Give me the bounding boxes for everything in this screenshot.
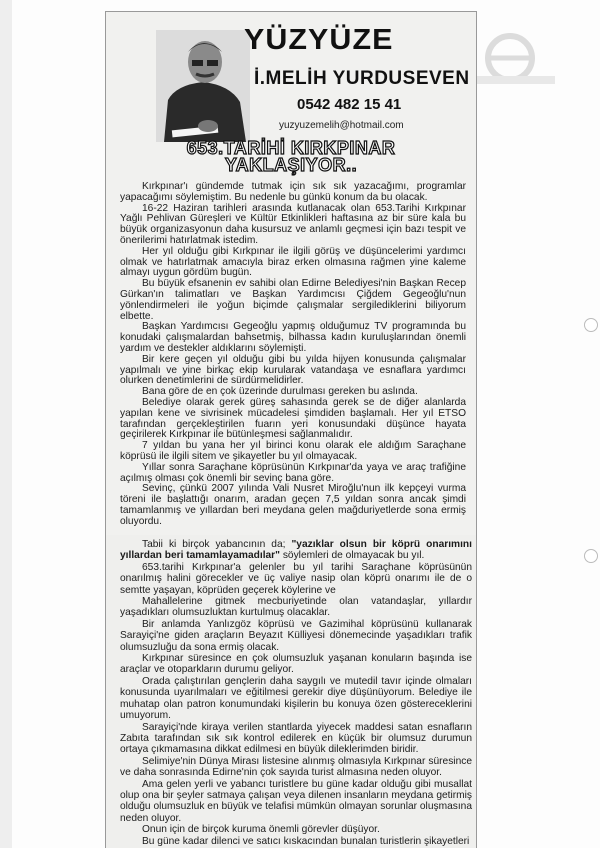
article-body-part-1 [120,182,466,528]
quote-paragraph [120,539,472,562]
author-portrait-icon [156,30,250,142]
paragraph: Onun için de birçok kuruma önemli görevler düşüyor. [142,824,380,836]
punch-hole-top [584,318,598,332]
author-email: yuzyuzemelih@hotmail.com [279,120,404,131]
paragraph: Bir anlamda Yanlızgöz köprüsü ve Gazimihal köprüsünü kullanarak Sarayiçi'ne giden araçların Beyazıt Külliyesi dönemecinde yaşadıkları trafik olumsuzluğu da sona ermiş olacak. [120,618,472,653]
paragraph: Yıllar sonra Saraçhane köprüsünün Kırkpınar'da yaya ve araç trafiğine açılmış olması çok önemli bir sevinç bana göre. [120,461,466,484]
pull-quote: "yazıklar olsun bir köprü onarımını yıllardan beri tamamlayamadılar" [120,539,472,562]
paragraph: Ama gelen yerli ve yabancı turistlere bu güne kadar olduğu gibi musallat olup ona bir şeyler satmaya çalışan veya dilenen insanların meydana getirmiş olduğu olumsuzluk en büyük ve telafisi mümkün olmayan sorunlar oluşmasına neden oluyor. [120,778,472,824]
article-headline [106,140,476,174]
punch-hole-bottom [584,549,598,563]
headline-line-1: 653.TARİHİ KIRKPINAR [186,138,396,158]
paragraph: Bir kere geçen yıl olduğu gibi bu yılda hijyen konusunda çalışmalar yapılmalı ve yine birkaç ekip kurularak vatandaşa ve esnaflara yardımcı olurken denetimlerini de sürdürmelidirler. [120,353,466,387]
paragraph: Kırkpınar'ı gündemde tutmak için sık sık yazacağımı, programlar yapacağımı söylemiştim. Bu nedenle bu günkü konum da bu olacak. [120,181,466,203]
clipping-part-1 [105,11,477,537]
paragraph: Orada çalıştırılan gençlerin daha saygılı ve mutedil tavır içinde olmaları konusunda uyarılmaları ve eğitilmesi gerekir diye düşünüyorum. Belediye ile muhatap olan patron konumundaki kişilerin bu konuya özen göstereceklerini umuyorum. [120,675,472,722]
paragraph: Mahallelerine gitmek mecburiyetinde olan vatandaşlar, yıllardır yaşadıkları olumsuzluktan kurtulmuş olacaklar. [120,596,472,619]
paragraph: Kırkpınar süresince en çok olumsuzluk yaşanan konuların başında ise araçlar ve otoparkların durumu geliyor. [120,653,472,676]
clipping-part-2 [105,535,477,848]
paragraph: Bana göre de en çok üzerinde durulması gereken bu aslında. [142,386,418,398]
article-body-part-2 [120,539,472,847]
paragraph: 7 yıldan bu yana her yıl birinci konu olarak ele aldığım Saraçhane köprüsü ile ilgili sitem ve şikayetler bu yıl olmayacak. [120,440,466,462]
scan-left-margin [0,0,12,848]
paragraph: Sarayiçi'nde kiraya verilen stantlarda yiyecek maddesi satan esnafların Zabıta tarafından sık sık kontrol edilerek en küçük bir olumsuz durumun ortaya çıkmamasına dikkat edilmesi en büyük dileklerimden biridir. [120,721,472,756]
headline-line-2: YAKLAŞIYOR.. [224,155,358,175]
paragraph: Belediye olarak gerek güreş sahasında gerek se de diğer alanlarda yapılan kene ve sivrisinek mücadelesi şimdiden başlamalı. Her yıl ETSO tarafından gerçekleştirilen fuarın yeri konusundaki düşünce hayata geçirilerek Kırkpınar ile bütünleşmesi sağlanmalıdır. [120,396,466,441]
paragraph: 653.tarihi Kırkpınar'a gelenler bu yıl tarihi Saraçhane köprüsünün onarılmış halini görecekler ve üç valiye nasip olan köprü onarımı ile de o semtte yaşayan, köprüden geçerek köylerine ve [120,561,472,596]
author-phone: 0542 482 15 41 [297,96,402,113]
column-brand: YÜZYÜZE [244,24,394,56]
paragraph: Sevinç, çünkü 2007 yılında Vali Nusret Miroğlu'nun ilk kepçeyi vurma töreni ile başlattığı onarım, aradan geçen 7,5 yıldan sonra ancak şimdi tamamlanmış ve yıllardan beri meydana gelen mağduriyetlerde sona ermiş oluyordu. [120,483,466,527]
paragraph: Bu büyük efsanenin ev sahibi olan Edirne Belediyesi'nin Başkan Recep Gürkan'ın talimatları ve Başkan Yardımcısı Çiğdem Gegeoğlu'nun yönlendirmeleri ile yoğun biçimde çalışmalar sergilediklerini biliyorum elbette. [120,278,466,322]
paragraph: Selimiye'nin Dünya Mirası listesine alınmış olmasıyla Kırkpınar süresince ve daha sonrasında Edirne'nin çok sayıda turist almasına neden oluyor. [120,755,472,779]
quote-intro: Tabii ki birçok yabancının da; [142,539,286,550]
quote-outro: söylemleri de olmayacak bu yıl. [282,550,425,562]
author-name: İ.MELİH YURDUSEVEN [254,68,470,89]
paragraph: Her yıl olduğu gibi Kırkpınar ile ilgili görüş ve düşüncelerimi yardımcı olmak ve hatırlatmak amacıyla biraz erken olmasına rağmen yine kaleme almayı uygun gördüm bugün. [120,245,466,279]
author-photo [156,30,250,142]
paragraph: 16-22 Haziran tarihleri arasında kutlanacak olan 653.Tarihi Kırkpınar Yağlı Pehlivan Güreşleri ve Kültür Etkinlikleri haftasına az bir süre kala bu büyük organizasyonun daha kusursuz ve anlamlı geçmesi için bazı tespit ve önerilerimi hatırlatmak istedim. [120,202,466,246]
paragraph: Başkan Yardımcısı Gegeoğlu yapmış olduğumuz TV programında bu konudaki çalışmalardan bahsetmiş, bilhassa kadın kuruluşlarından önemli yardım ve destekler aldıklarını söylemişti. [120,321,466,354]
paragraph: Bu güne kadar dilenci ve satıcı kıskacından bunalan turistlerin şikayetleri [142,835,470,847]
